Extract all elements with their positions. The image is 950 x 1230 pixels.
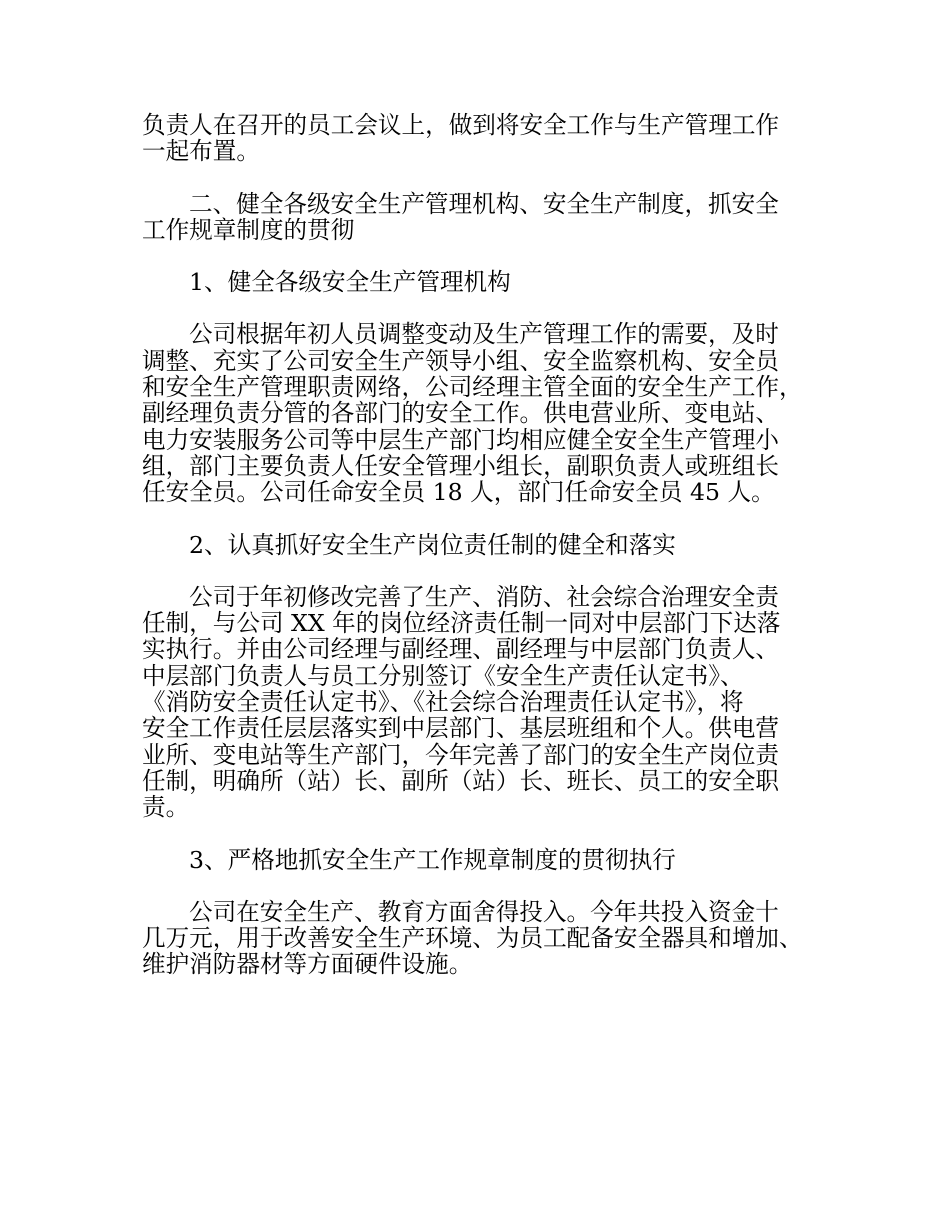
text-line: 副经理负责分管的各部门的安全工作。供电营业所、变电站、	[142, 399, 780, 428]
paragraph-subsection-2-body	[142, 584, 822, 821]
section-heading-2	[142, 191, 822, 244]
text-line: 组，部门主要负责人任安全管理小组长，副职负责人或班组长	[142, 451, 780, 480]
text-line: 安全工作责任层层落实到中层部门、基层班组和个人。供电营	[142, 714, 780, 743]
text-line: 任制，明确所（站）长、副所（站）长、班长、员工的安全职	[142, 766, 780, 795]
paragraph-subsection-3-body	[142, 899, 822, 978]
text-line: 公司在安全生产、教育方面舍得投入。今年共投入资金十	[189, 897, 779, 926]
text-line: 工作规章制度的贯彻	[142, 215, 355, 244]
text-line: 2、认真抓好安全生产岗位责任制的健全和落实	[189, 530, 676, 559]
subsection-heading-2	[142, 532, 822, 558]
text-line: 实执行。并由公司经理与副经理、副经理与中层部门负责人、	[142, 635, 780, 664]
subsection-heading-3	[142, 847, 822, 873]
text-line: 几万元，用于改善安全生产环境、为员工配备安全器具和增加、	[142, 924, 803, 953]
text-line: 3、严格地抓安全生产工作规章制度的贯彻执行	[189, 845, 676, 874]
text-line: 中层部门负责人与员工分别签订《安全生产责任认定书》、	[142, 661, 744, 690]
text-line: 业所、变电站等生产部门，今年完善了部门的安全生产岗位责	[142, 740, 780, 769]
text-line: 和安全生产管理职责网络，公司经理主管全面的安全生产工作，	[142, 373, 803, 402]
paragraph-subsection-1-body	[142, 321, 822, 505]
text-line: 电力安装服务公司等中层生产部门均相应健全安全生产管理小	[142, 425, 780, 454]
text-line: 责。	[142, 793, 190, 822]
text-line: 二、健全各级安全生产管理机构、安全生产制度，抓安全	[189, 189, 779, 218]
paragraph-intro-continued	[142, 112, 822, 165]
text-line: 负责人在召开的员工会议上，做到将安全工作与生产管理工作	[142, 111, 780, 139]
text-line: 《消防安全责任认定书》、《社会综合治理责任认定书》，将	[142, 688, 744, 717]
text-line: 1、健全各级安全生产管理机构	[189, 268, 511, 297]
text-line: 公司于年初修改完善了生产、消防、社会综合治理安全责	[189, 582, 779, 611]
text-line: 任制，与公司 XX 年的岗位经济责任制一同对中层部门下达落	[142, 609, 781, 638]
subsection-heading-1	[142, 269, 822, 295]
text-line: 维护消防器材等方面硬件设施。	[142, 950, 473, 979]
text-line: 调整、充实了公司安全生产领导小组、安全监察机构、安全员	[142, 346, 780, 375]
text-line: 一起布置。	[142, 137, 260, 166]
document-page	[142, 112, 822, 1004]
text-line: 任安全员。公司任命安全员 18 人，部门任命安全员 45 人。	[142, 478, 775, 507]
text-line: 公司根据年初人员调整变动及生产管理工作的需要，及时	[189, 320, 779, 349]
